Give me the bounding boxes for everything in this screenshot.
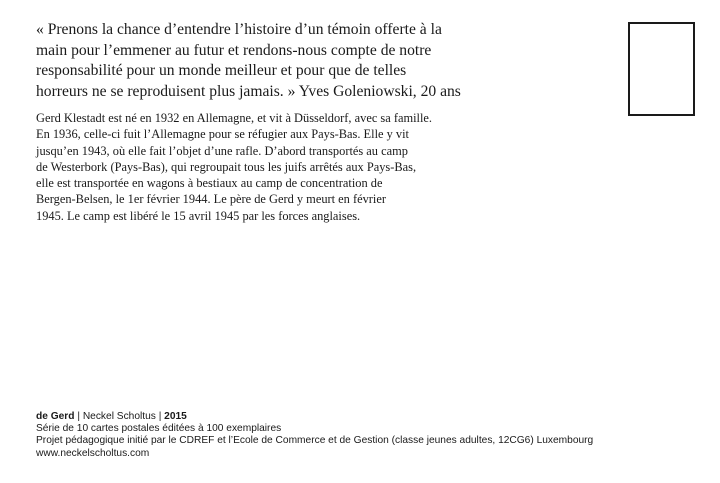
biography-line: jusqu’en 1943, où elle fait l’objet d’une rafle. D’abord transportés au camp [36, 143, 408, 158]
separator: | [74, 411, 83, 422]
credits-title-row [36, 411, 593, 423]
biography-line: Gerd Klestadt est né en 1932 en Allemagne, et vit à Düsseldorf, avec sa famille. [36, 111, 433, 125]
credits-footer [36, 411, 593, 460]
quote-line: responsabilité pour un monde meilleur et pour que de telles [36, 62, 407, 79]
quote-line: main pour l’emmener au futur et rendons-nous compte de notre [36, 41, 432, 59]
quote-line: horreurs ne se reproduisent plus jamais. » Yves Goleniowski, 20 ans [36, 82, 461, 100]
separator: | [155, 411, 165, 422]
author-name: Neckel Scholtus [82, 411, 156, 422]
card-title: de Gerd [36, 411, 75, 422]
biography-line: 1945. Le camp est libéré le 15 avril 1945 par les forces anglaises. [36, 208, 361, 223]
quote-block [36, 20, 596, 102]
year: 2015 [164, 411, 187, 422]
project-info: Projet pédagogique initié par le CDREF et l’Ecole de Commerce et de Gestion (classe jeunes adultes, 12CG6) Luxembourg [36, 435, 594, 447]
biography-line: de Westerbork (Pays-Bas), qui regroupait tous les juifs arrêtés aux Pays-Bas, [36, 159, 417, 174]
biography-line: elle est transportée en wagons à bestiaux au camp de concentration de [36, 176, 383, 191]
quote-line: « Prenons la chance d’entendre l’histoire d’un témoin offerte à la [36, 21, 442, 38]
series-info: Série de 10 cartes postales éditées à 100 exemplaires [36, 423, 282, 435]
biography-line: Bergen-Belsen, le 1er février 1944. Le père de Gerd y meurt en février [36, 192, 386, 207]
website-link: www.neckelscholtus.com [36, 447, 150, 459]
biography-line: En 1936, celle-ci fuit l’Allemagne pour se réfugier aux Pays-Bas. Elle y vit [36, 127, 409, 142]
stamp-placeholder [628, 22, 695, 116]
biography-text [36, 110, 456, 224]
